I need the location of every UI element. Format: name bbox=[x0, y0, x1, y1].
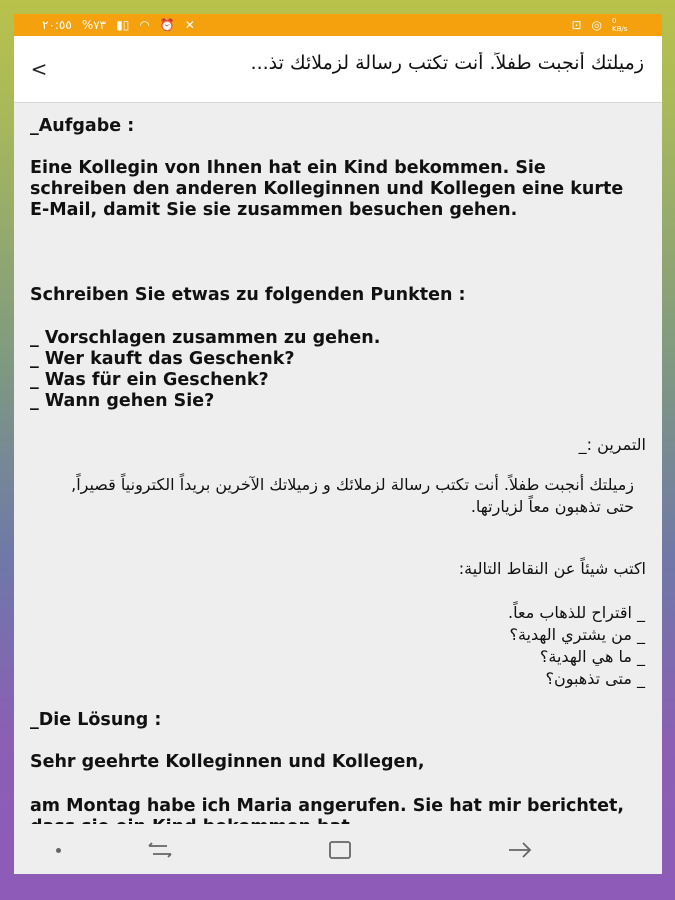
navigation-bar bbox=[14, 824, 662, 874]
ar-point-item: _ متى تذهبون؟ bbox=[545, 669, 645, 688]
ar-text: زميلتك أنجبت طفلاً. أنت تكتب رسالة لزملائك و زميلاتك الآخرين بريداً الكترونياً قصيراً, حتى تذهبون معاً لزيارتها. bbox=[71, 475, 634, 516]
alarm-icon: ⏰ bbox=[159, 18, 175, 32]
content-area[interactable] bbox=[14, 102, 662, 838]
wifi-icon: ◠ bbox=[139, 18, 150, 32]
status-bar bbox=[14, 14, 662, 36]
back-button[interactable] bbox=[24, 54, 54, 84]
back-nav-button[interactable] bbox=[500, 838, 540, 862]
home-icon bbox=[328, 840, 352, 860]
assistant-button[interactable] bbox=[38, 838, 78, 862]
gallery-icon: ⊡ bbox=[571, 18, 582, 32]
recents-icon bbox=[147, 841, 173, 859]
ar-heading: التمرين :_ bbox=[578, 435, 646, 454]
ar-points-heading: اكتب شيئاً عن النقاط التالية: bbox=[458, 559, 646, 578]
points-heading: Schreiben Sie etwas zu folgenden Punkten : bbox=[30, 285, 466, 305]
solution-text: am Montag habe ich Maria angerufen. Sie hat mir berichtet, bbox=[30, 796, 625, 816]
dot-icon bbox=[56, 848, 61, 853]
home-button[interactable] bbox=[320, 838, 360, 862]
back-arrow-icon bbox=[507, 841, 533, 859]
recents-button[interactable] bbox=[140, 838, 180, 862]
app-bar bbox=[14, 36, 662, 103]
task-heading: _Aufgabe : bbox=[30, 116, 135, 136]
battery-text: %٧٣ bbox=[81, 18, 107, 32]
ar-point-item: _ اقتراح للذهاب معاً. bbox=[508, 603, 645, 622]
signal-icon: ▮▯ bbox=[116, 18, 130, 32]
cast-icon: ◎ bbox=[591, 18, 602, 32]
mute-icon: ✕ bbox=[184, 18, 195, 32]
task-text: Eine Kollegin von Ihnen hat ein Kind bekommen. Sie schreiben den anderen Kolleginnen und Kollegen eine kurte E-Mail, damit Sie sie zusammen besuchen gehen. bbox=[30, 158, 624, 220]
phone-screen bbox=[14, 14, 662, 874]
ar-point-item: _ من يشتري الهدية؟ bbox=[509, 625, 645, 644]
chevron-left-icon: < bbox=[30, 57, 48, 81]
status-left bbox=[42, 17, 195, 33]
point-item: _ Was für ein Geschenk? bbox=[30, 370, 269, 390]
ar-point-item: _ ما هي الهدية؟ bbox=[539, 647, 645, 666]
time-text: ٢٠:٥٥ bbox=[42, 18, 72, 32]
solution-greeting: Sehr geehrte Kolleginnen und Kollegen, bbox=[30, 752, 425, 772]
speed-text: 0 KB/s bbox=[612, 17, 628, 33]
point-item: _ Wann gehen Sie? bbox=[30, 391, 215, 411]
solution-heading: _Die Lösung : bbox=[30, 710, 162, 730]
status-right bbox=[571, 17, 628, 33]
app-title: زميلتك أنجبت طفلاً. أنت تكتب رسالة لزملائك تذ... bbox=[250, 52, 644, 74]
point-item: _ Vorschlagen zusammen zu gehen. bbox=[30, 328, 381, 348]
point-item: _ Wer kauft das Geschenk? bbox=[30, 349, 295, 369]
